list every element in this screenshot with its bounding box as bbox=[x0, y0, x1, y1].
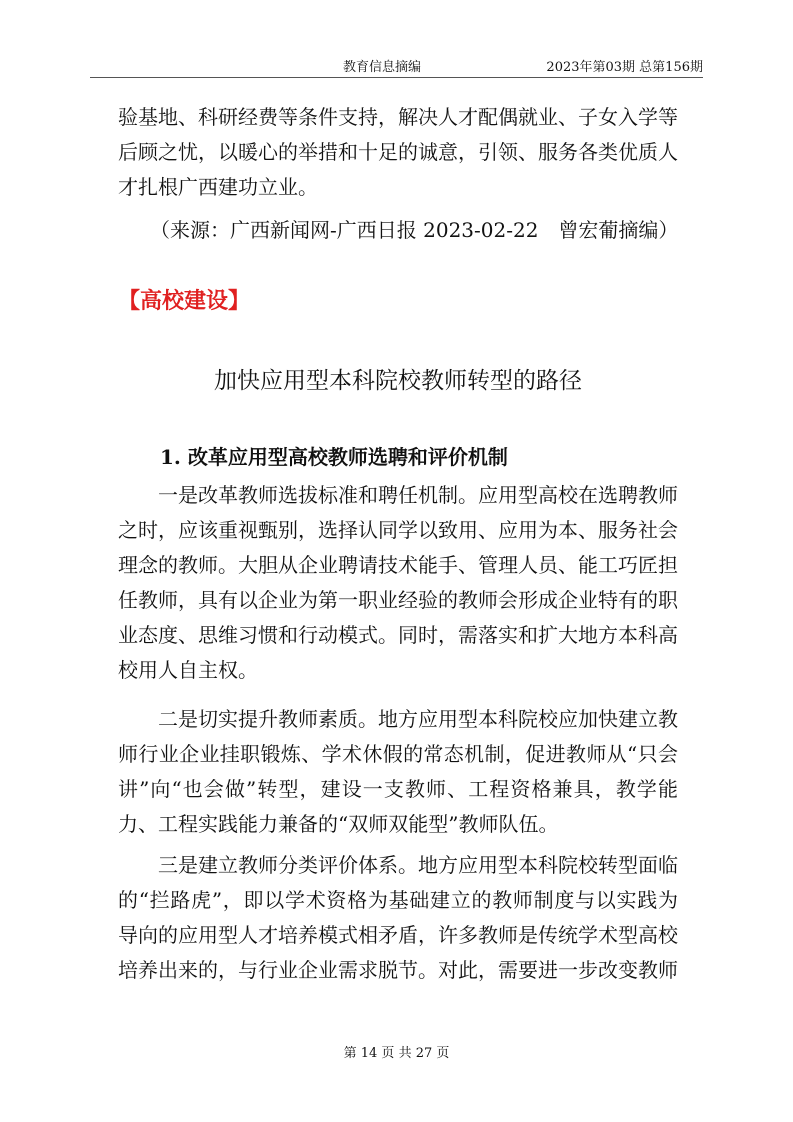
page-header bbox=[90, 56, 703, 78]
article-title: 加快应用型本科院校教师转型的路径 bbox=[214, 368, 582, 394]
intro-paragraph: 验基地、科研经费等条件支持，解决人才配偶就业、子女入学等后顾之忧，以暖心的举措和十足的诚意，引领、服务各类优质人才扎根广西建功立业。 bbox=[118, 105, 678, 199]
page-footer: 第 14 页 共 27 页 bbox=[343, 1046, 450, 1061]
publication-name: 教育信息摘编 bbox=[343, 60, 422, 75]
source-line: （来源：广西新闻网-广西日报 2023-02-22 曾宏葡摘编） bbox=[150, 218, 679, 242]
header-rule bbox=[90, 77, 703, 78]
article-subheading: 1. 改革应用型高校教师选聘和评价机制 bbox=[160, 445, 508, 469]
body-paragraph-3: 三是建立教师分类评价体系。地方应用型本科院校转型面临的“拦路虎”，即以学术资格为基础建立的教师制度与以实践为导向的应用型人才培养模式相矛盾，许多教师是传统学术型高校培养出来的，与行业企业需求脱节。对此，需要进一步改变教师 bbox=[118, 853, 678, 982]
issue-number: 2023年第03期 总第156期 bbox=[546, 60, 703, 75]
body-paragraph-2: 二是切实提升教师素质。地方应用型本科院校应加快建立教师行业企业挂职锻炼、学术休假的常态机制，促进教师从“只会讲”向“也会做”转型，建设一支教师、工程资格兼具，教学能力、工程实践能力兼备的“双师双能型”教师队伍。 bbox=[118, 707, 678, 836]
section-tag: 【高校建设】 bbox=[118, 289, 251, 314]
body-paragraph-1: 一是改革教师选拔标准和聘任机制。应用型高校在选聘教师之时，应该重视甄别，选择认同学以致用、应用为本、服务社会理念的教师。大胆从企业聘请技术能手、管理人员、能工巧匠担任教师，具有以企业为第一职业经验的教师会形成企业特有的职业态度、思维习惯和行动模式。同时，需落实和扩大地方本科高校用人自主权。 bbox=[118, 483, 678, 682]
